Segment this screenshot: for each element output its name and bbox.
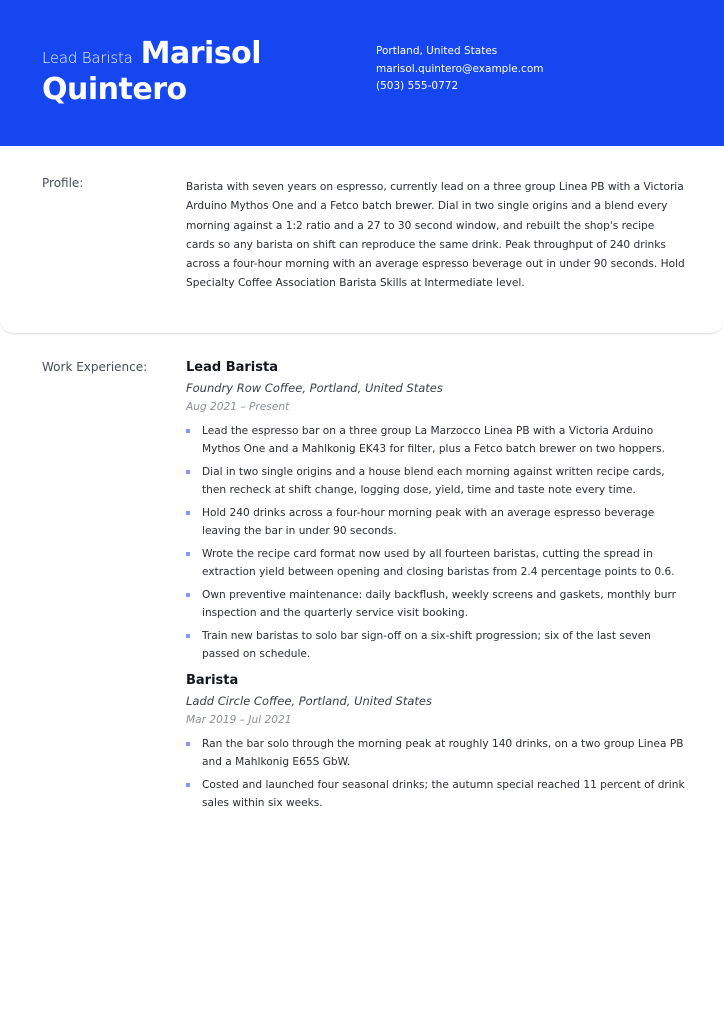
bullet-square-icon (186, 783, 190, 787)
phone-text: (503) 555-0772 (376, 80, 459, 92)
job-bullet-text: Lead the espresso bar on a three group La Marzocco Linea PB with a Victoria Arduino Mythos One and a Mahlkonig EK43 for filter, plus a Fetco batch brewer on two hoppers. (202, 425, 665, 455)
job-entry (186, 673, 686, 812)
job-bullet-text: Dial in two single origins and a house blend each morning against written recipe cards, then recheck at shift change, logging dose, yield, time and taste note every time. (202, 466, 665, 496)
bullet-square-icon (186, 511, 190, 515)
job-title: Lead Barista (186, 360, 278, 375)
email-link[interactable]: marisol.quintero@example.com (376, 62, 544, 75)
job-bullet-text: Train new baristas to solo bar sign-off on a six-shift progression; six of the last seven passed on schedule. (202, 630, 651, 660)
first-name: Marisol (140, 36, 262, 71)
job-list (186, 360, 686, 818)
job-bullet (186, 628, 686, 663)
job-bullet (186, 736, 686, 771)
resume-header (0, 0, 724, 146)
work-experience-label: Work Experience: (42, 360, 148, 374)
job-bullet (186, 546, 686, 581)
contact-info (376, 43, 543, 96)
job-bullet (186, 464, 686, 499)
job-bullet-text: Wrote the recipe card format now used by all fourteen baristas, cutting the spread in extraction yield between opening and closing baristas from 2.4 percentage points to 0.6. (202, 548, 675, 578)
bullet-square-icon (186, 742, 190, 746)
name-block (42, 36, 342, 108)
job-bullet-list (186, 423, 686, 663)
job-bullet-text: Costed and launched four seasonal drinks; the autumn special reached 11 percent of drink sales within six weeks. (202, 779, 685, 809)
job-entry (186, 360, 686, 663)
last-name: Quintero (42, 72, 187, 107)
job-dates: Aug 2021 – Present (186, 401, 290, 413)
job-bullet (186, 777, 686, 812)
job-dates: Mar 2019 – Jul 2021 (186, 714, 292, 726)
profile-section (0, 146, 724, 334)
job-bullet (186, 505, 686, 540)
job-title: Barista (186, 673, 239, 688)
bullet-square-icon (186, 552, 190, 556)
job-bullet-text: Own preventive maintenance: daily backflush, weekly screens and gaskets, monthly burr inspection and the quarterly service visit booking. (202, 589, 676, 619)
job-role: Lead Barista (42, 49, 133, 67)
job-bullet-text: Ran the bar solo through the morning peak at roughly 140 drinks, on a two group Linea PB and a Mahlkonig E65S GbW. (202, 738, 684, 768)
job-bullet (186, 423, 686, 458)
bullet-square-icon (186, 470, 190, 474)
bullet-square-icon (186, 429, 190, 433)
job-company: Ladd Circle Coffee, Portland, United States (186, 694, 432, 708)
profile-summary: Barista with seven years on espresso, currently lead on a three group Linea PB with a Victoria Arduino Mythos One and a Fetco batch brewer. Dial in two single origins and a blend every morning against a 1:2 ratio and a 27 to 30 second window, and rebuilt the shop's recipe cards so any barista on shift can reproduce the same drink. Peak throughput of 240 drinks across a four-hour morning with an average espresso beverage out in under 90 seconds. Hold Specialty Coffee Association Barista Skills at Intermediate level. (186, 181, 685, 290)
job-bullet-list (186, 736, 686, 812)
job-bullet (186, 587, 686, 622)
job-bullet-text: Hold 240 drinks across a four-hour morning peak with an average espresso beverage leaving the bar in under 90 seconds. (202, 507, 655, 537)
job-company: Foundry Row Coffee, Portland, United States (186, 381, 443, 395)
location-text: Portland, United States (376, 45, 498, 57)
profile-label: Profile: (42, 176, 84, 190)
bullet-square-icon (186, 593, 190, 597)
bullet-square-icon (186, 634, 190, 638)
